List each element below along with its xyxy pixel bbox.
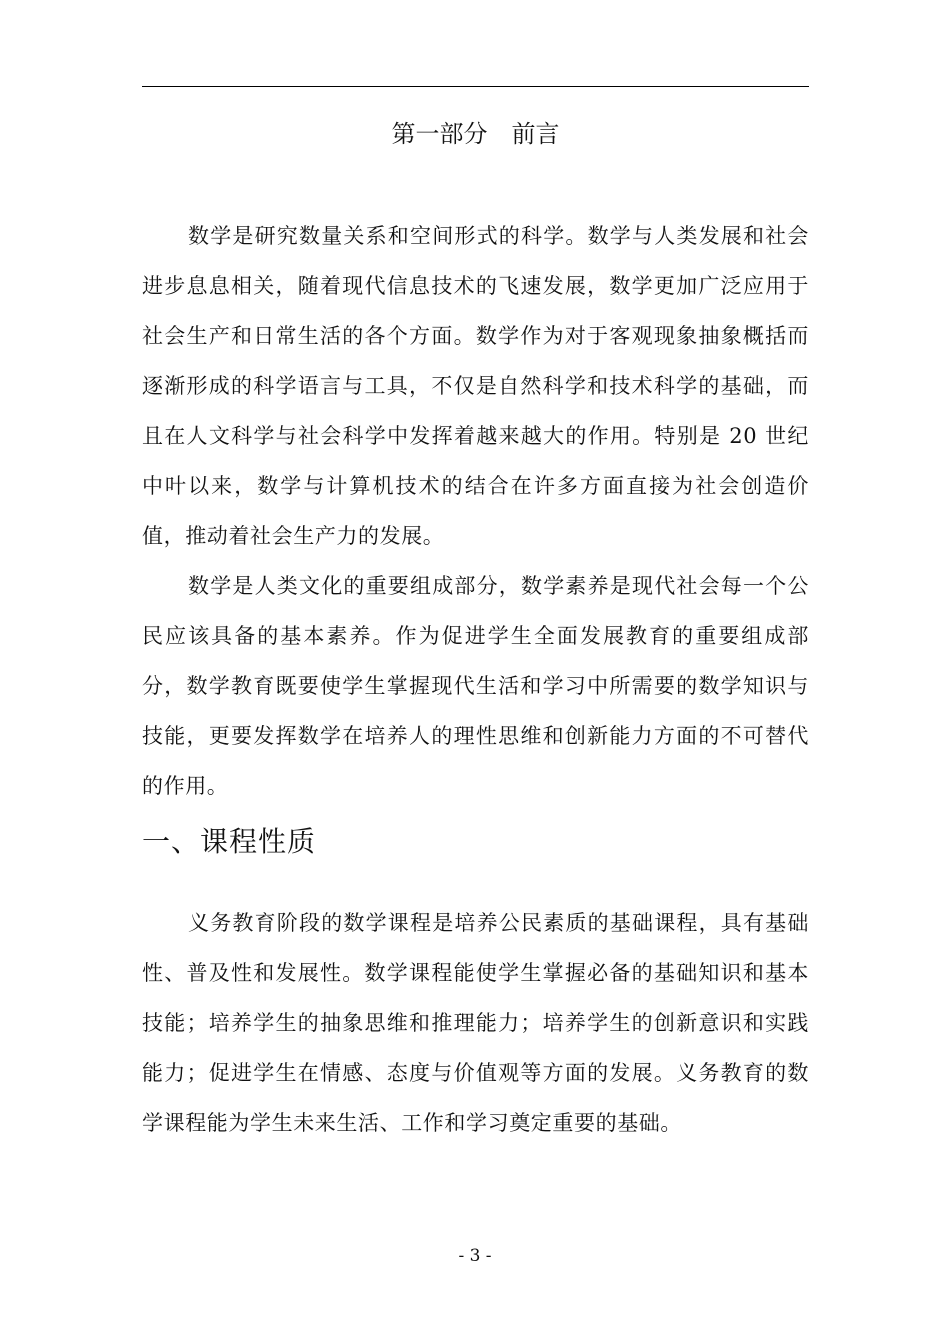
header-rule xyxy=(142,86,809,87)
intro-paragraph-2: 数学是人类文化的重要组成部分，数学素养是现代社会每一个公民应该具备的基本素养。作为促进学生全面发展教育的重要组成部分，数学教育既要使学生掌握现代生活和学习中所需要的数学知识与技能，更要发挥数学在培养人的理性思维和创新能力方面的不可替代的作用。 xyxy=(142,574,809,798)
section-heading: 一、课程性质 xyxy=(142,825,317,858)
page-number: - 3 - xyxy=(458,1246,492,1266)
intro-paragraph-1: 数学是研究数量关系和空间形式的科学。数学与人类发展和社会进步息息相关，随着现代信息技术的飞速发展，数学更加广泛应用于社会生产和日常生活的各个方面。数学作为对于客观现象抽象概括而逐渐形成的科学语言与工具，不仅是自然科学和技术科学的基础，而且在人文科学与社会科学中发挥着越来越大的作用。特别是 20 世纪中叶以来，数学与计算机技术的结合在许多方面直接为社会创造价值，推动着社会生产力的发展。 xyxy=(142,224,809,548)
page-title: 第一部分 前言 xyxy=(391,120,560,148)
section-paragraph: 义务教育阶段的数学课程是培养公民素质的基础课程，具有基础性、普及性和发展性。数学课程能使学生掌握必备的基础知识和基本技能；培养学生的抽象思维和推理能力；培养学生的创新意识和实践能力；促进学生在情感、态度与价值观等方面的发展。义务教育的数学课程能为学生未来生活、工作和学习奠定重要的基础。 xyxy=(142,911,809,1135)
